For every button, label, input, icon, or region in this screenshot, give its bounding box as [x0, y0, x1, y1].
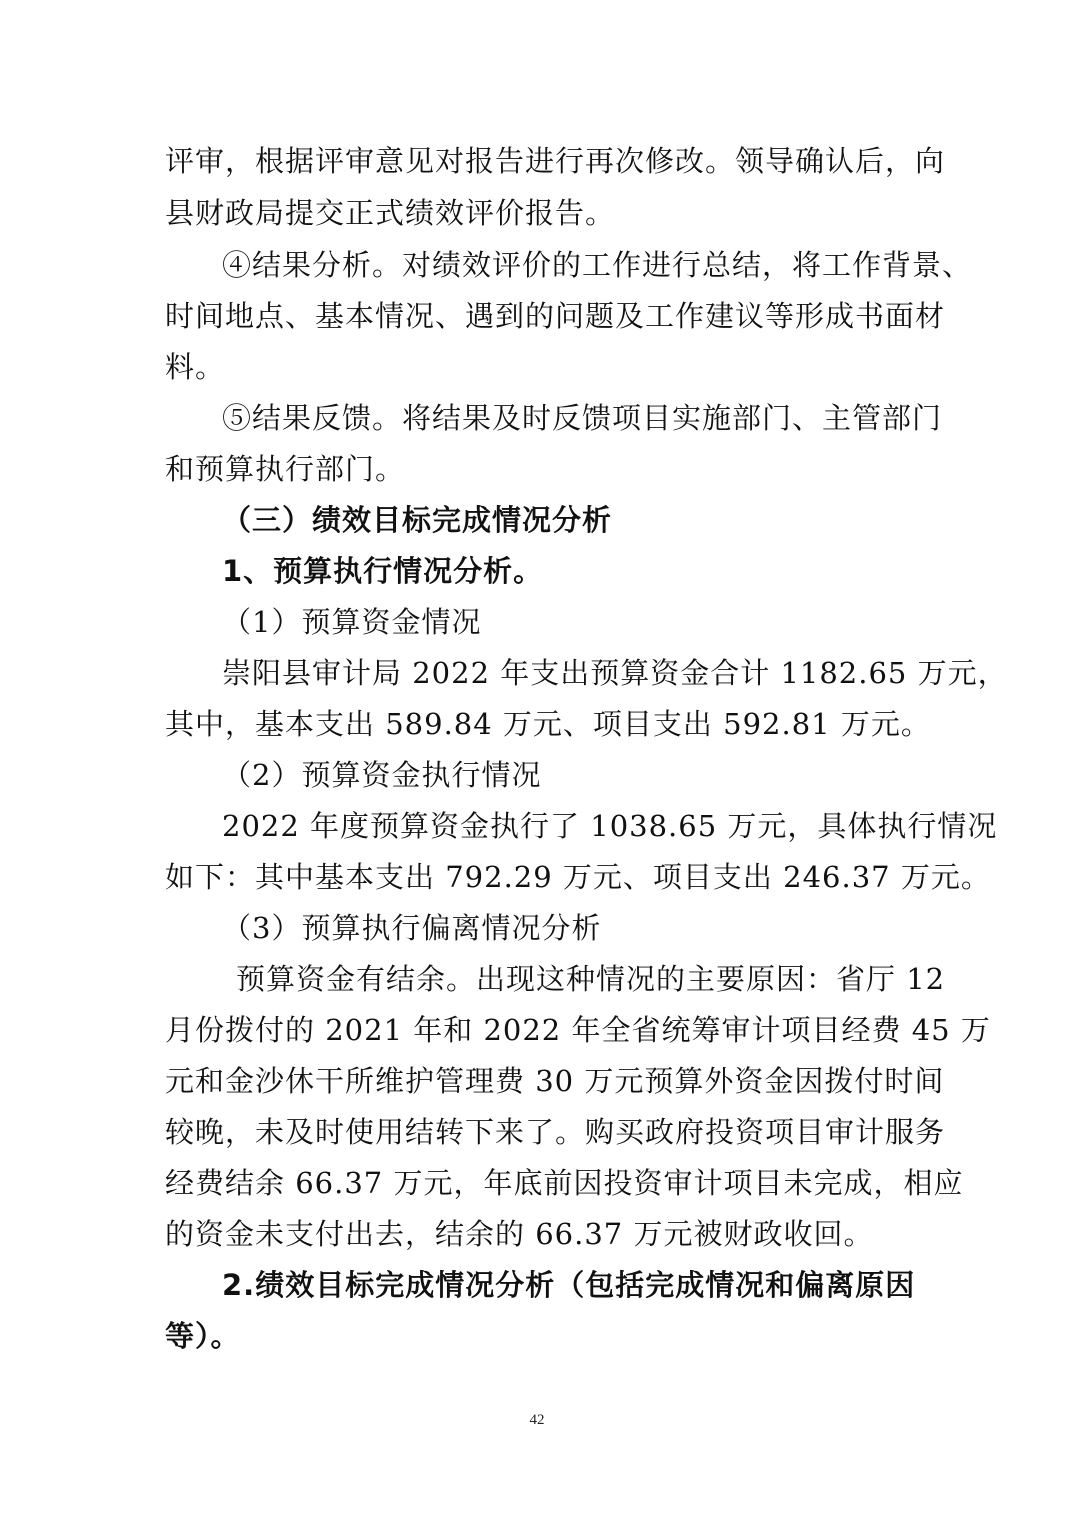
heading-budget-execution-analysis: 1、预算执行情况分析。	[222, 554, 544, 588]
paragraph-budget-funds-line-1: 崇阳县审计局 2022 年支出预算资金合计 1182.65 万元，	[222, 656, 1008, 690]
heading-performance-goal-line-1: 2.绩效目标完成情况分析（包括完成情况和偏离原因	[222, 1268, 916, 1302]
paragraph-budget-funds-line-2: 其中，基本支出 589.84 万元、项目支出 592.81 万元。	[165, 707, 931, 741]
paragraph-deviation-line-3: 元和金沙休干所维护管理费 30 万元预算外资金因拨付时间	[165, 1064, 945, 1098]
paragraph-budget-execution-line-1: 2022 年度预算资金执行了 1038.65 万元，具体执行情况	[222, 809, 998, 843]
paragraph-deviation-line-5: 经费结余 66.37 万元，年底前因投资审计项目未完成，相应	[165, 1166, 964, 1200]
paragraph-budget-execution-line-2: 如下：其中基本支出 792.29 万元、项目支出 246.37 万元。	[165, 860, 991, 894]
heading-performance-goal-line-2: 等）。	[165, 1319, 241, 1353]
paragraph-review-line-1: 评审，根据评审意见对报告进行再次修改。领导确认后，向	[165, 144, 946, 178]
subheading-budget-funds: （1）预算资金情况	[222, 605, 482, 639]
paragraph-deviation-line-6: 的资金未支付出去，结余的 66.37 万元被财政收回。	[165, 1217, 874, 1251]
paragraph-deviation-line-2: 月份拨付的 2021 年和 2022 年全省统筹审计项目经费 45 万	[165, 1013, 991, 1047]
paragraph-result-feedback-line-1: ⑤结果反馈。将结果及时反馈项目实施部门、主管部门	[222, 401, 943, 435]
paragraph-result-feedback-line-2: 和预算执行部门。	[165, 452, 406, 486]
section-heading-performance-analysis: （三）绩效目标完成情况分析	[222, 503, 613, 537]
paragraph-result-analysis-line-1: ④结果分析。对绩效评价的工作进行总结，将工作背景、	[222, 248, 973, 282]
page-number: 42	[529, 1412, 545, 1428]
subheading-budget-execution: （2）预算资金执行情况	[222, 758, 542, 792]
subheading-budget-deviation: （3）预算执行偏离情况分析	[222, 911, 602, 945]
paragraph-review-line-2: 县财政局提交正式绩效评价报告。	[165, 196, 616, 230]
paragraph-deviation-line-1: 预算资金有结余。出现这种情况的主要原因：省厅 12	[236, 962, 946, 996]
paragraph-result-analysis-line-3: 料。	[165, 350, 226, 384]
paragraph-deviation-line-4: 较晚，未及时使用结转下来了。购买政府投资项目审计服务	[165, 1115, 946, 1149]
paragraph-result-analysis-line-2: 时间地点、基本情况、遇到的问题及工作建议等形成书面材	[165, 299, 946, 333]
